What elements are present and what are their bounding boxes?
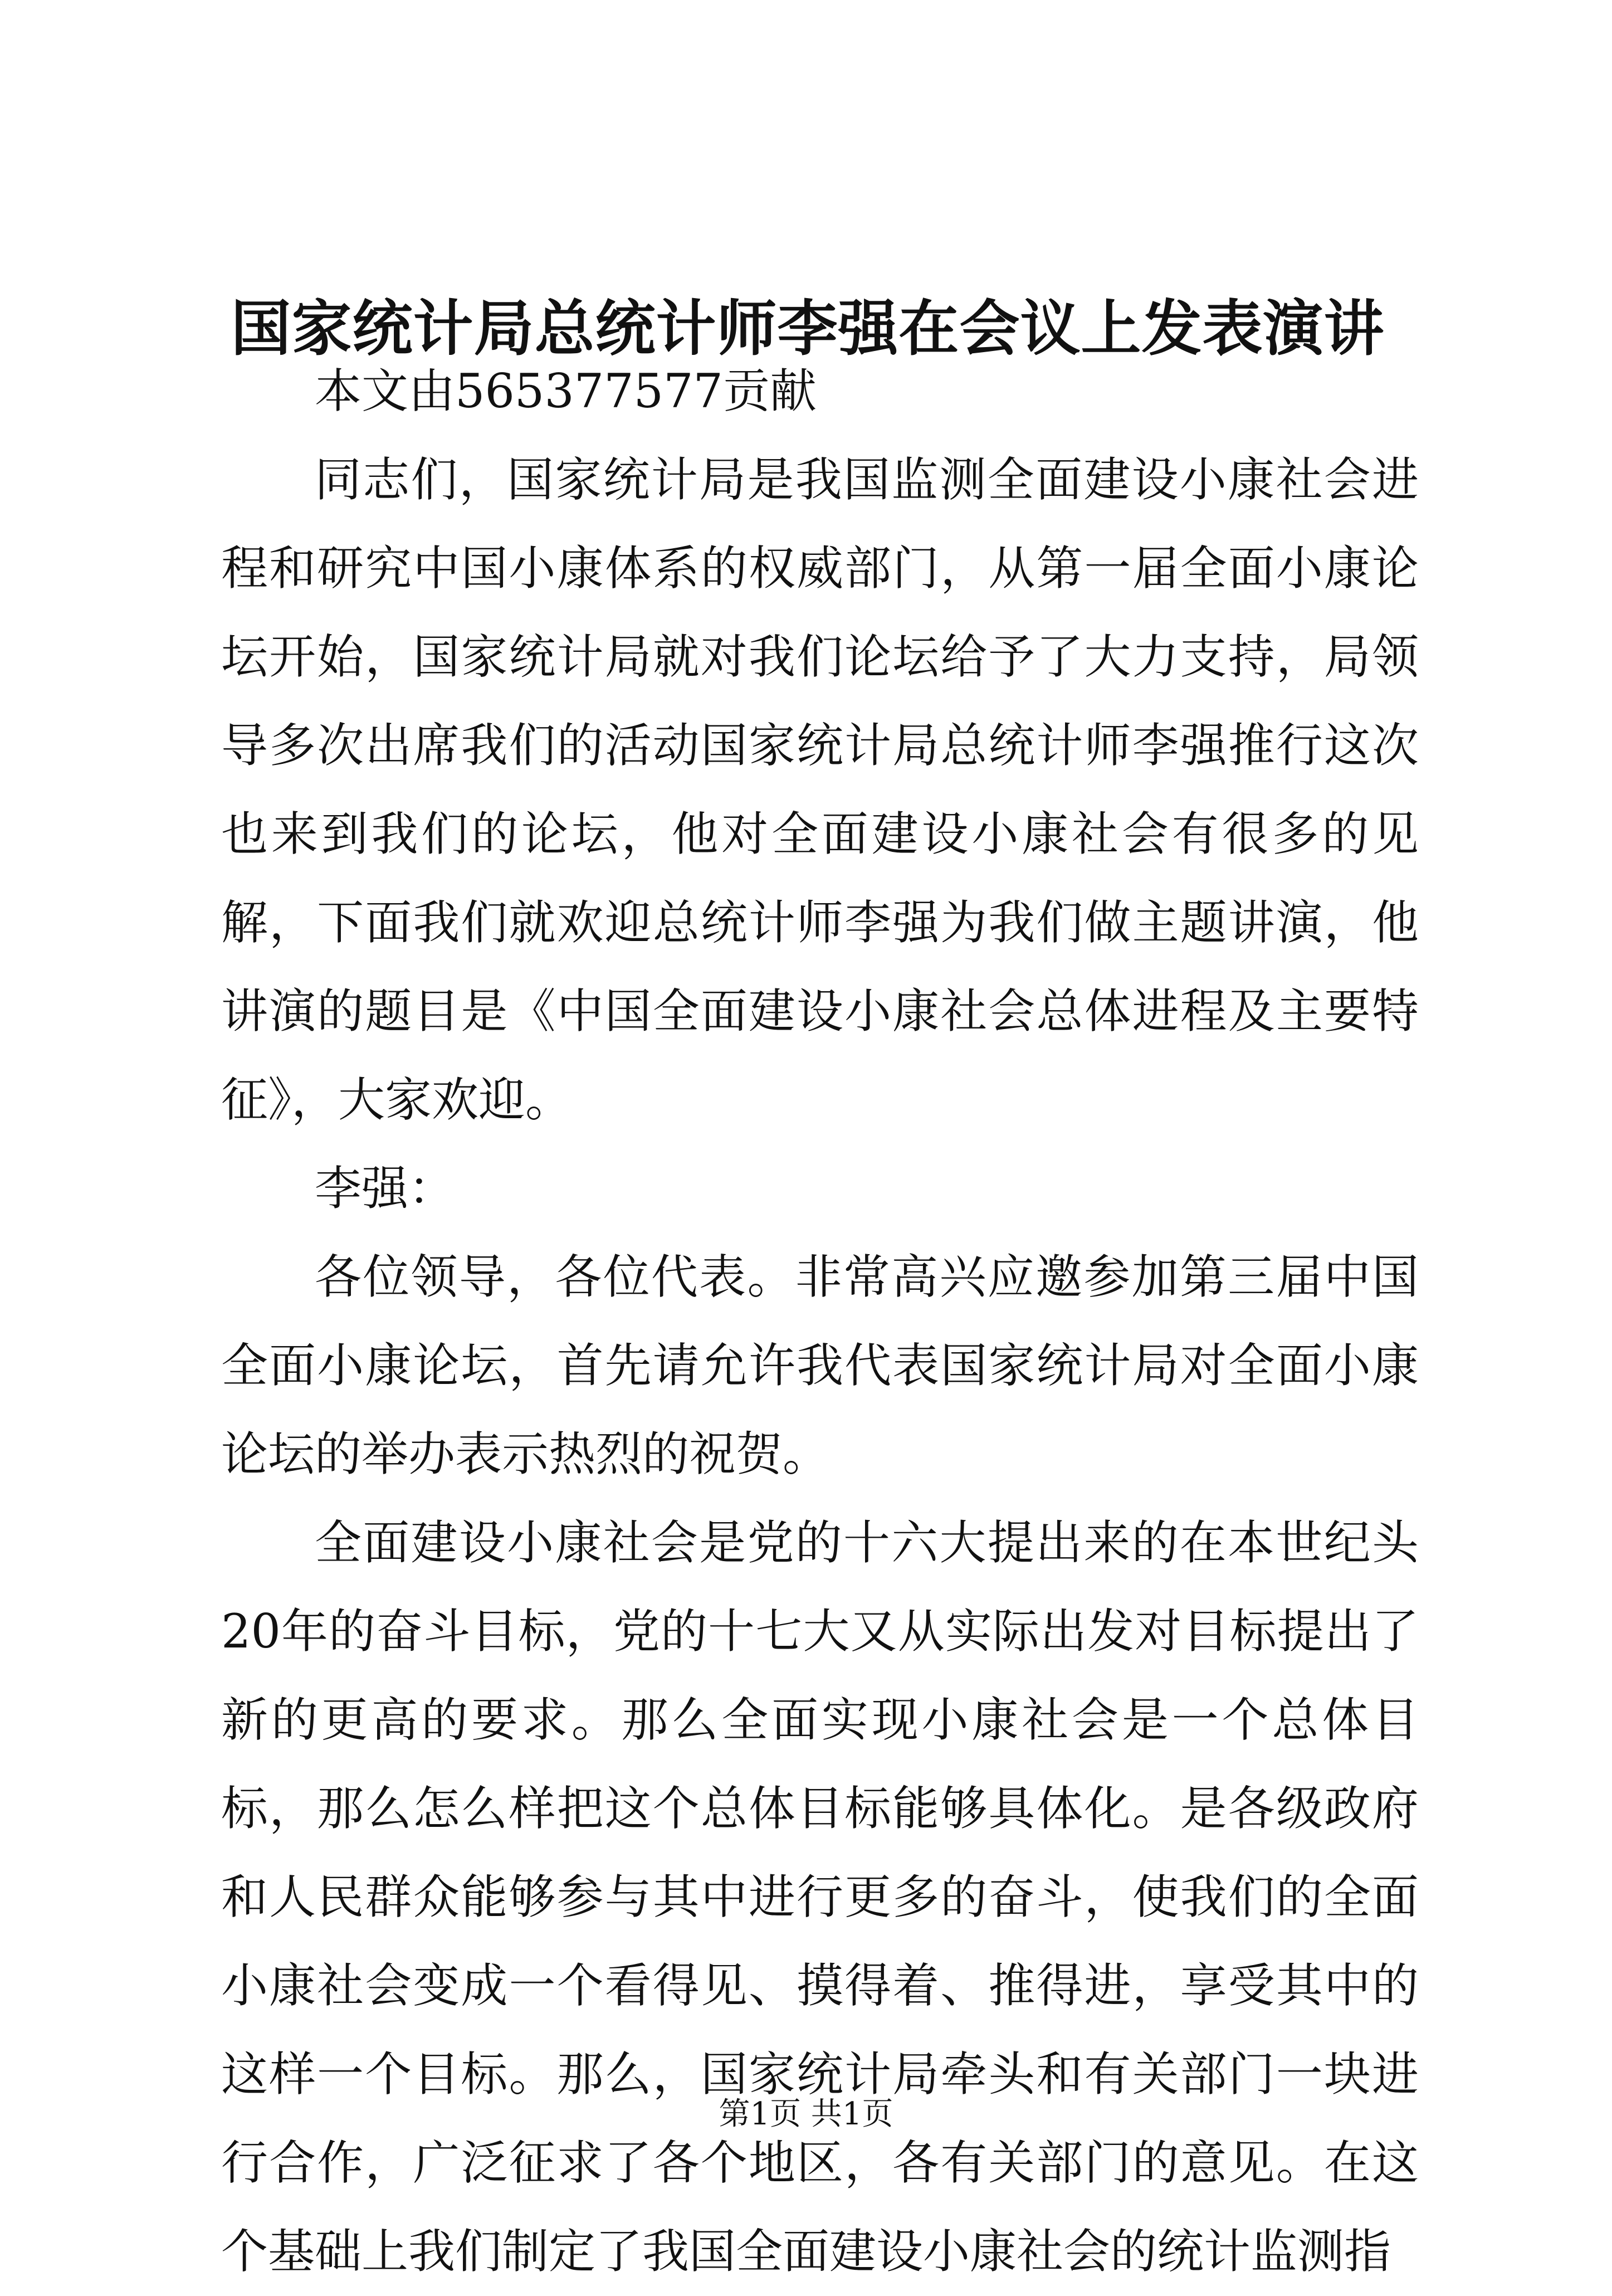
paragraph-speaker: 李强：: [315, 1161, 456, 1216]
document-body: [221, 347, 1419, 2296]
document-title: 国家统计局总统计师李强在会议上发表演讲: [231, 294, 1385, 364]
paragraph-greeting: 各位领导，各位代表。非常高兴应邀参加第三届中国全面小康论坛，首先请允许我代表国家统计局对全面小康论坛的举办表示热烈的祝贺。: [221, 1250, 1419, 1481]
paragraph-intro: 同志们，国家统计局是我国监测全面建设小康社会进程和研究中国小康体系的权威部门，从第一届全面小康论坛开始，国家统计局就对我们论坛给予了大力支持，局领导多次出席我们的活动国家统计局总统计师李强推行这次也来到我们的论坛，他对全面建设小康社会有很多的见解，下面我们就欢迎总统计师李强为我们做主题讲演，他讲演的题目是《中国全面建设小康社会总体进程及主要特征》，大家欢迎。: [221, 452, 1419, 1127]
byline: 本文由565377577贡献: [315, 364, 817, 418]
paragraph-main: 全面建设小康社会是党的十六大提出来的在本世纪头20年的奋斗目标，党的十七大又从实际出发对目标提出了新的更高的要求。那么全面实现小康社会是一个总体目标，那么怎么样把这个总体目标能够具体化。是各级政府和人民群众能够参与其中进行更多的奋斗，使我们的全面小康社会变成一个看得见、摸得着、推得进，享受其中的这样一个目标。那么，国家统计局牵头和有关部门一块进行合作，广泛征求了各个地区，各有关部门的意见。在这个基础上我们制定了我国全面建设小康社会的统计监测指: [221, 1515, 1419, 2279]
page-footer: 第1页 共1页: [719, 2096, 893, 2132]
